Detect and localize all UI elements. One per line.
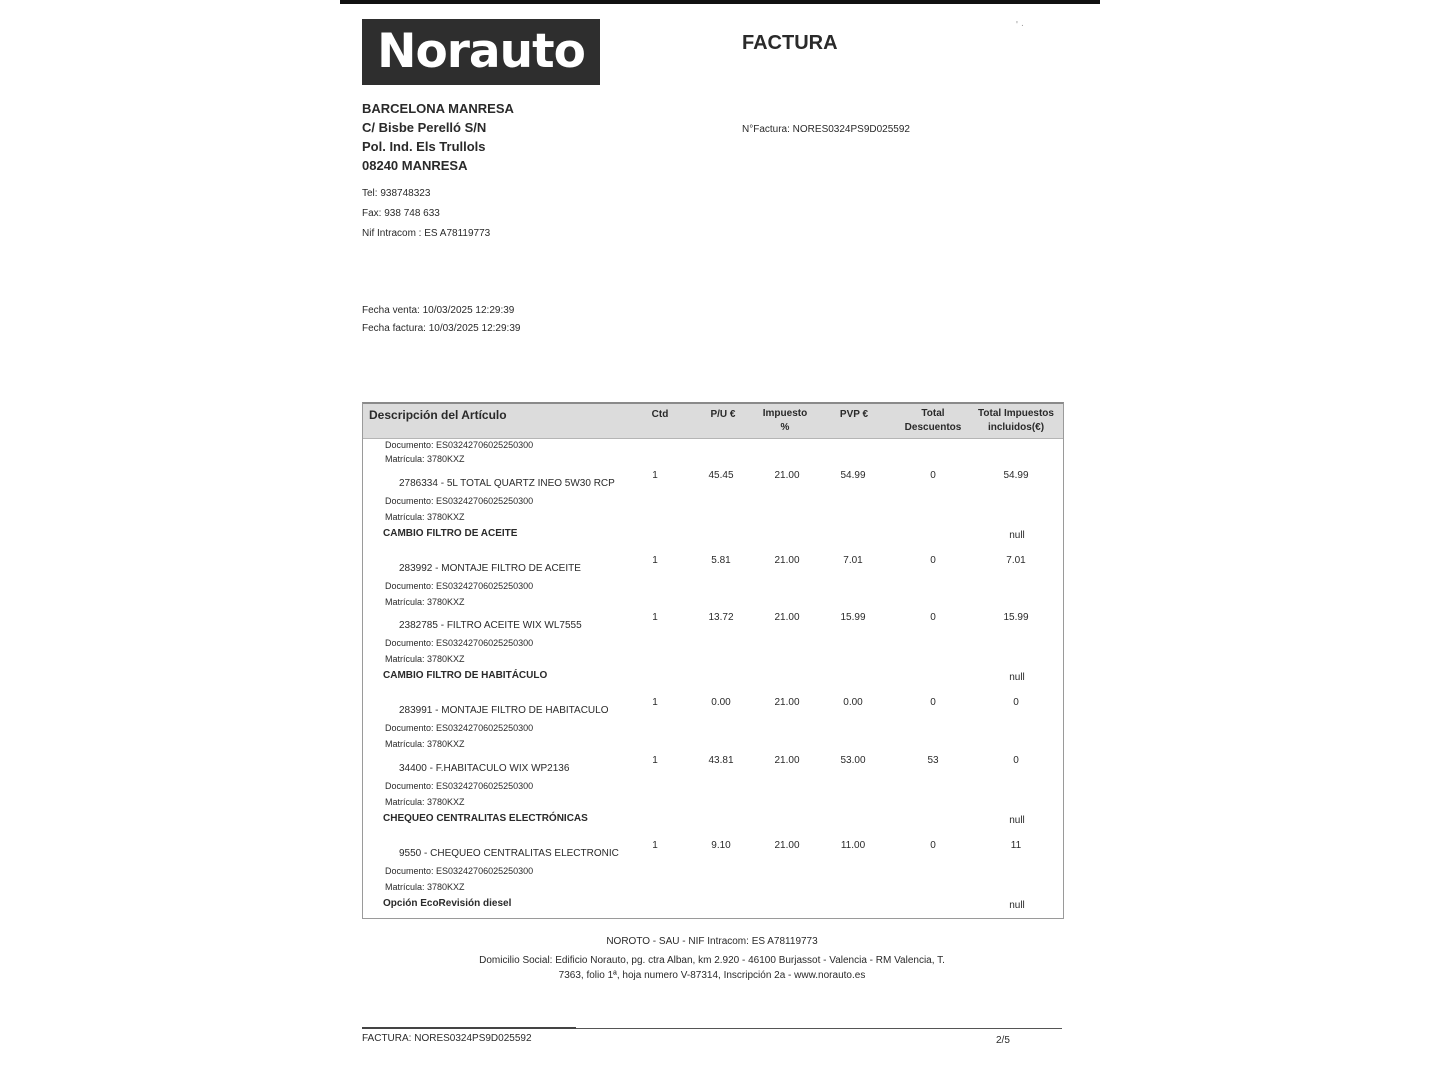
null-value: null bbox=[1009, 672, 1025, 683]
company-nif: NOROTO - SAU - NIF Intracom: ES A78119773 bbox=[606, 936, 818, 947]
document-title: FACTURA bbox=[742, 32, 838, 54]
item-pvp: 15.99 bbox=[840, 612, 866, 623]
item-unit-price: 13.72 bbox=[708, 612, 734, 623]
service-group: CAMBIO FILTRO DE HABITÁCULO bbox=[383, 670, 548, 681]
document-line: Documento: ES03242706025250300 bbox=[385, 581, 534, 591]
null-value: null bbox=[1009, 900, 1025, 911]
document-line: Documento: ES03242706025250300 bbox=[385, 781, 534, 791]
company-domicile: Domicilio Social: Edificio Norauto, pg. ctra Alban, km 2.920 - 46100 Burjassot - Valencia - RM Valencia, T. bbox=[479, 955, 945, 966]
document-line: Documento: ES03242706025250300 bbox=[385, 723, 534, 733]
item-unit-price: 43.81 bbox=[708, 755, 734, 766]
document-line: Documento: ES03242706025250300 bbox=[385, 866, 534, 876]
item-discount: 0 bbox=[930, 697, 936, 708]
item-description: 2382785 - FILTRO ACEITE WIX WL7555 bbox=[399, 620, 582, 631]
plate-line: Matrícula: 3780KXZ bbox=[385, 882, 465, 892]
address-line: C/ Bisbe Perelló S/N bbox=[362, 120, 487, 135]
store-address bbox=[362, 99, 514, 175]
item-qty: 1 bbox=[652, 555, 658, 566]
plate-line: Matrícula: 3780KXZ bbox=[385, 597, 465, 607]
item-qty: 1 bbox=[652, 612, 658, 623]
item-description: 283991 - MONTAJE FILTRO DE HABITACULO bbox=[399, 705, 609, 716]
top-border bbox=[340, 0, 1100, 4]
item-tax: 21.00 bbox=[774, 612, 800, 623]
company-registry: 7363, folio 1ª, hoja numero V-87314, Inscripción 2a - www.norauto.es bbox=[558, 970, 866, 981]
company-footer bbox=[362, 934, 1062, 983]
item-tax: 21.00 bbox=[774, 555, 800, 566]
address-line: BARCELONA MANRESA bbox=[362, 101, 514, 116]
item-unit-price: 5.81 bbox=[711, 555, 731, 566]
item-total: 15.99 bbox=[1003, 612, 1029, 623]
item-pvp: 53.00 bbox=[840, 755, 866, 766]
document-line: Documento: ES03242706025250300 bbox=[385, 440, 534, 450]
item-tax: 21.00 bbox=[774, 755, 800, 766]
plate-line: Matrícula: 3780KXZ bbox=[385, 797, 465, 807]
item-description: 34400 - F.HABITACULO WIX WP2136 bbox=[399, 763, 570, 774]
plate-line: Matrícula: 3780KXZ bbox=[385, 739, 465, 749]
item-discount: 53 bbox=[927, 755, 939, 766]
fax: Fax: 938 748 633 bbox=[362, 208, 440, 219]
item-qty: 1 bbox=[652, 470, 658, 481]
invoice-date: Fecha factura: 10/03/2025 12:29:39 bbox=[362, 323, 521, 334]
null-value: null bbox=[1009, 530, 1025, 541]
address-line: Pol. Ind. Els Trullols bbox=[362, 139, 486, 154]
footer-invoice-number: FACTURA: NORES0324PS9D025592 bbox=[362, 1033, 532, 1044]
item-pvp: 7.01 bbox=[843, 555, 863, 566]
invoice-dates bbox=[362, 302, 520, 338]
invoice-number: N°Factura: NORES0324PS9D025592 bbox=[742, 124, 910, 135]
item-pvp: 0.00 bbox=[843, 697, 863, 708]
scan-marks: ' · bbox=[1016, 20, 1025, 31]
item-discount: 0 bbox=[930, 840, 936, 851]
item-pvp: 54.99 bbox=[840, 470, 866, 481]
item-discount: 0 bbox=[930, 470, 936, 481]
item-total: 0 bbox=[1013, 697, 1019, 708]
null-value: null bbox=[1009, 815, 1025, 826]
item-unit-price: 0.00 bbox=[711, 697, 731, 708]
norauto-logo: Norauto bbox=[362, 19, 600, 85]
plate-line: Matrícula: 3780KXZ bbox=[385, 654, 465, 664]
service-group: Opción EcoRevisión diesel bbox=[383, 898, 512, 909]
item-tax: 21.00 bbox=[774, 470, 800, 481]
item-total: 54.99 bbox=[1003, 470, 1029, 481]
phone: Tel: 938748323 bbox=[362, 188, 431, 199]
item-description: 9550 - CHEQUEO CENTRALITAS ELECTRONIC bbox=[399, 848, 619, 859]
item-qty: 1 bbox=[652, 755, 658, 766]
header-unit-price: P/U € bbox=[710, 409, 736, 420]
item-total: 11 bbox=[1010, 840, 1022, 851]
header-discount: Total Descuentos bbox=[904, 408, 962, 433]
header-pvp: PVP € bbox=[839, 409, 869, 420]
page-number: 2/5 bbox=[996, 1035, 1010, 1046]
document-line: Documento: ES03242706025250300 bbox=[385, 496, 534, 506]
plate-line: Matrícula: 3780KXZ bbox=[385, 454, 465, 464]
sale-date: Fecha venta: 10/03/2025 12:29:39 bbox=[362, 305, 515, 316]
item-description: 2786334 - 5L TOTAL QUARTZ INEO 5W30 RCP bbox=[399, 478, 615, 489]
store-contact bbox=[362, 184, 490, 244]
item-unit-price: 45.45 bbox=[708, 470, 734, 481]
header-qty: Ctd bbox=[651, 409, 669, 420]
item-qty: 1 bbox=[652, 840, 658, 851]
header-tax: Impuesto % bbox=[762, 408, 808, 433]
item-discount: 0 bbox=[930, 612, 936, 623]
nif: Nif Intracom : ES A78119773 bbox=[362, 228, 491, 239]
item-tax: 21.00 bbox=[774, 697, 800, 708]
item-unit-price: 9.10 bbox=[711, 840, 731, 851]
address-line: 08240 MANRESA bbox=[362, 158, 468, 173]
header-total: Total Impuestos incluidos(€) bbox=[978, 408, 1054, 433]
item-qty: 1 bbox=[652, 697, 658, 708]
service-group: CHEQUEO CENTRALITAS ELECTRÓNICAS bbox=[383, 813, 588, 824]
item-description: 283992 - MONTAJE FILTRO DE ACEITE bbox=[399, 563, 581, 574]
service-group: CAMBIO FILTRO DE ACEITE bbox=[383, 528, 518, 539]
item-total: 0 bbox=[1013, 755, 1019, 766]
plate-line: Matrícula: 3780KXZ bbox=[385, 512, 465, 522]
table-header bbox=[363, 404, 1063, 439]
header-description: Descripción del Artículo bbox=[369, 408, 507, 422]
footer-divider bbox=[362, 1028, 1062, 1029]
document-line: Documento: ES03242706025250300 bbox=[385, 638, 534, 648]
item-discount: 0 bbox=[930, 555, 936, 566]
items-table bbox=[362, 402, 1064, 919]
item-pvp: 11.00 bbox=[840, 840, 866, 851]
item-tax: 21.00 bbox=[774, 840, 800, 851]
item-total: 7.01 bbox=[1006, 555, 1026, 566]
